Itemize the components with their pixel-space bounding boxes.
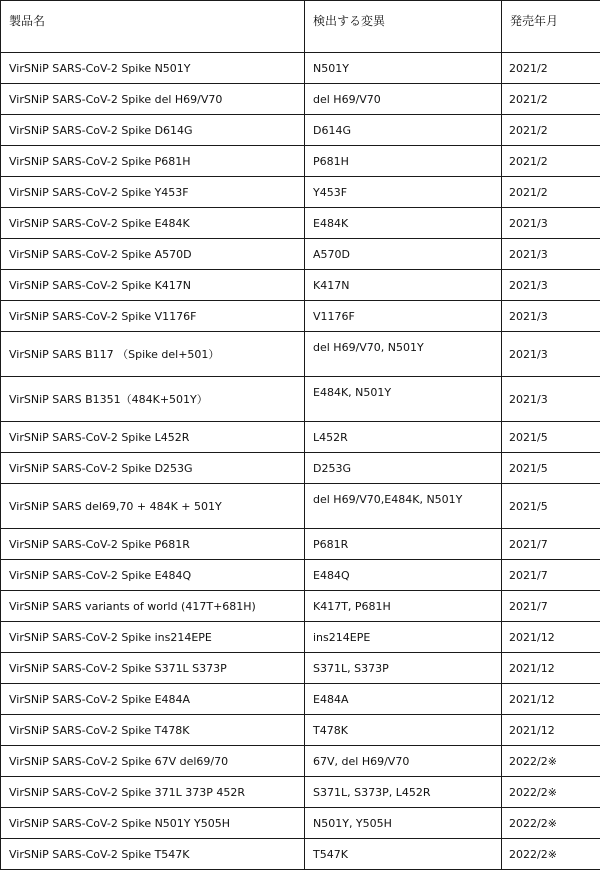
table-row bbox=[1, 484, 600, 529]
cell-product: VirSNiP SARS-CoV-2 Spike K417N bbox=[1, 270, 305, 301]
header-release: 発売年月 bbox=[502, 1, 600, 53]
cell-product: VirSNiP SARS-CoV-2 Spike A570D bbox=[1, 239, 305, 270]
cell-release: 2021/5 bbox=[502, 484, 600, 529]
cell-mutation: del H69/V70,E484K, N501Y bbox=[305, 484, 502, 529]
table-row bbox=[1, 332, 600, 377]
cell-product: VirSNiP SARS-CoV-2 Spike E484K bbox=[1, 208, 305, 239]
table-row bbox=[1, 560, 600, 591]
cell-product: VirSNiP SARS-CoV-2 Spike V1176F bbox=[1, 301, 305, 332]
cell-release: 2021/7 bbox=[502, 529, 600, 560]
header-row bbox=[1, 1, 600, 53]
table-row bbox=[1, 301, 600, 332]
table-row bbox=[1, 684, 600, 715]
table-row bbox=[1, 808, 600, 839]
cell-release: 2022/2※ bbox=[502, 746, 600, 777]
cell-release: 2021/2 bbox=[502, 84, 600, 115]
cell-product: VirSNiP SARS-CoV-2 Spike 371L 373P 452R bbox=[1, 777, 305, 808]
cell-mutation: S371L, S373P, L452R bbox=[305, 777, 502, 808]
cell-mutation: Y453F bbox=[305, 177, 502, 208]
cell-mutation: E484K, N501Y bbox=[305, 377, 502, 422]
table-row bbox=[1, 715, 600, 746]
cell-product: VirSNiP SARS-CoV-2 Spike ins214EPE bbox=[1, 622, 305, 653]
cell-release: 2021/5 bbox=[502, 453, 600, 484]
cell-product: VirSNiP SARS-CoV-2 Spike N501Y bbox=[1, 53, 305, 84]
cell-product: VirSNiP SARS-CoV-2 Spike P681R bbox=[1, 529, 305, 560]
header-product: 製品名 bbox=[1, 1, 305, 53]
cell-mutation: del H69/V70 bbox=[305, 84, 502, 115]
cell-mutation: D614G bbox=[305, 115, 502, 146]
cell-mutation: S371L, S373P bbox=[305, 653, 502, 684]
cell-product: VirSNiP SARS-CoV-2 Spike D614G bbox=[1, 115, 305, 146]
cell-release: 2021/7 bbox=[502, 591, 600, 622]
cell-mutation: del H69/V70, N501Y bbox=[305, 332, 502, 377]
cell-release: 2022/2※ bbox=[502, 808, 600, 839]
table-row bbox=[1, 377, 600, 422]
header-mutation: 検出する変異 bbox=[305, 1, 502, 53]
table-row bbox=[1, 53, 600, 84]
cell-product: VirSNiP SARS-CoV-2 Spike E484A bbox=[1, 684, 305, 715]
cell-product: VirSNiP SARS-CoV-2 Spike 67V del69/70 bbox=[1, 746, 305, 777]
cell-mutation: K417T, P681H bbox=[305, 591, 502, 622]
table-body bbox=[1, 53, 600, 870]
table-row bbox=[1, 591, 600, 622]
table-row bbox=[1, 239, 600, 270]
cell-release: 2022/2※ bbox=[502, 777, 600, 808]
table-row bbox=[1, 529, 600, 560]
cell-product: VirSNiP SARS-CoV-2 Spike S371L S373P bbox=[1, 653, 305, 684]
table-row bbox=[1, 622, 600, 653]
cell-release: 2021/3 bbox=[502, 239, 600, 270]
cell-release: 2021/5 bbox=[502, 422, 600, 453]
table-row bbox=[1, 422, 600, 453]
cell-product: VirSNiP SARS-CoV-2 Spike Y453F bbox=[1, 177, 305, 208]
cell-mutation: A570D bbox=[305, 239, 502, 270]
cell-product: VirSNiP SARS-CoV-2 Spike T547K bbox=[1, 839, 305, 870]
cell-mutation: E484A bbox=[305, 684, 502, 715]
cell-product: VirSNiP SARS B117 （Spike del+501） bbox=[1, 332, 305, 377]
cell-product: VirSNiP SARS-CoV-2 Spike N501Y Y505H bbox=[1, 808, 305, 839]
table-row bbox=[1, 270, 600, 301]
cell-mutation: K417N bbox=[305, 270, 502, 301]
table-row bbox=[1, 115, 600, 146]
cell-release: 2021/12 bbox=[502, 653, 600, 684]
cell-release: 2021/12 bbox=[502, 622, 600, 653]
cell-release: 2022/2※ bbox=[502, 839, 600, 870]
table-row bbox=[1, 177, 600, 208]
cell-release: 2021/2 bbox=[502, 177, 600, 208]
cell-product: VirSNiP SARS-CoV-2 Spike E484Q bbox=[1, 560, 305, 591]
cell-release: 2021/2 bbox=[502, 146, 600, 177]
cell-mutation: P681H bbox=[305, 146, 502, 177]
table-row bbox=[1, 777, 600, 808]
cell-product: VirSNiP SARS-CoV-2 Spike D253G bbox=[1, 453, 305, 484]
table-row bbox=[1, 746, 600, 777]
table-row bbox=[1, 653, 600, 684]
cell-mutation: N501Y, Y505H bbox=[305, 808, 502, 839]
cell-release: 2021/2 bbox=[502, 115, 600, 146]
cell-release: 2021/2 bbox=[502, 53, 600, 84]
cell-product: VirSNiP SARS B1351（484K+501Y） bbox=[1, 377, 305, 422]
cell-mutation: V1176F bbox=[305, 301, 502, 332]
cell-mutation: 67V, del H69/V70 bbox=[305, 746, 502, 777]
cell-mutation: T478K bbox=[305, 715, 502, 746]
cell-mutation: P681R bbox=[305, 529, 502, 560]
cell-mutation: E484Q bbox=[305, 560, 502, 591]
table-row bbox=[1, 146, 600, 177]
cell-mutation: T547K bbox=[305, 839, 502, 870]
cell-product: VirSNiP SARS-CoV-2 Spike T478K bbox=[1, 715, 305, 746]
table-row bbox=[1, 208, 600, 239]
cell-mutation: N501Y bbox=[305, 53, 502, 84]
cell-release: 2021/3 bbox=[502, 377, 600, 422]
cell-release: 2021/3 bbox=[502, 332, 600, 377]
cell-release: 2021/12 bbox=[502, 715, 600, 746]
cell-release: 2021/3 bbox=[502, 208, 600, 239]
cell-mutation: ins214EPE bbox=[305, 622, 502, 653]
cell-release: 2021/7 bbox=[502, 560, 600, 591]
cell-product: VirSNiP SARS-CoV-2 Spike P681H bbox=[1, 146, 305, 177]
table-row bbox=[1, 453, 600, 484]
cell-mutation: L452R bbox=[305, 422, 502, 453]
cell-product: VirSNiP SARS del69,70 + 484K + 501Y bbox=[1, 484, 305, 529]
cell-product: VirSNiP SARS-CoV-2 Spike L452R bbox=[1, 422, 305, 453]
cell-release: 2021/12 bbox=[502, 684, 600, 715]
cell-product: VirSNiP SARS variants of world (417T+681H) bbox=[1, 591, 305, 622]
cell-mutation: D253G bbox=[305, 453, 502, 484]
cell-mutation: E484K bbox=[305, 208, 502, 239]
cell-release: 2021/3 bbox=[502, 270, 600, 301]
cell-product: VirSNiP SARS-CoV-2 Spike del H69/V70 bbox=[1, 84, 305, 115]
cell-release: 2021/3 bbox=[502, 301, 600, 332]
table-row bbox=[1, 84, 600, 115]
table-row bbox=[1, 839, 600, 870]
